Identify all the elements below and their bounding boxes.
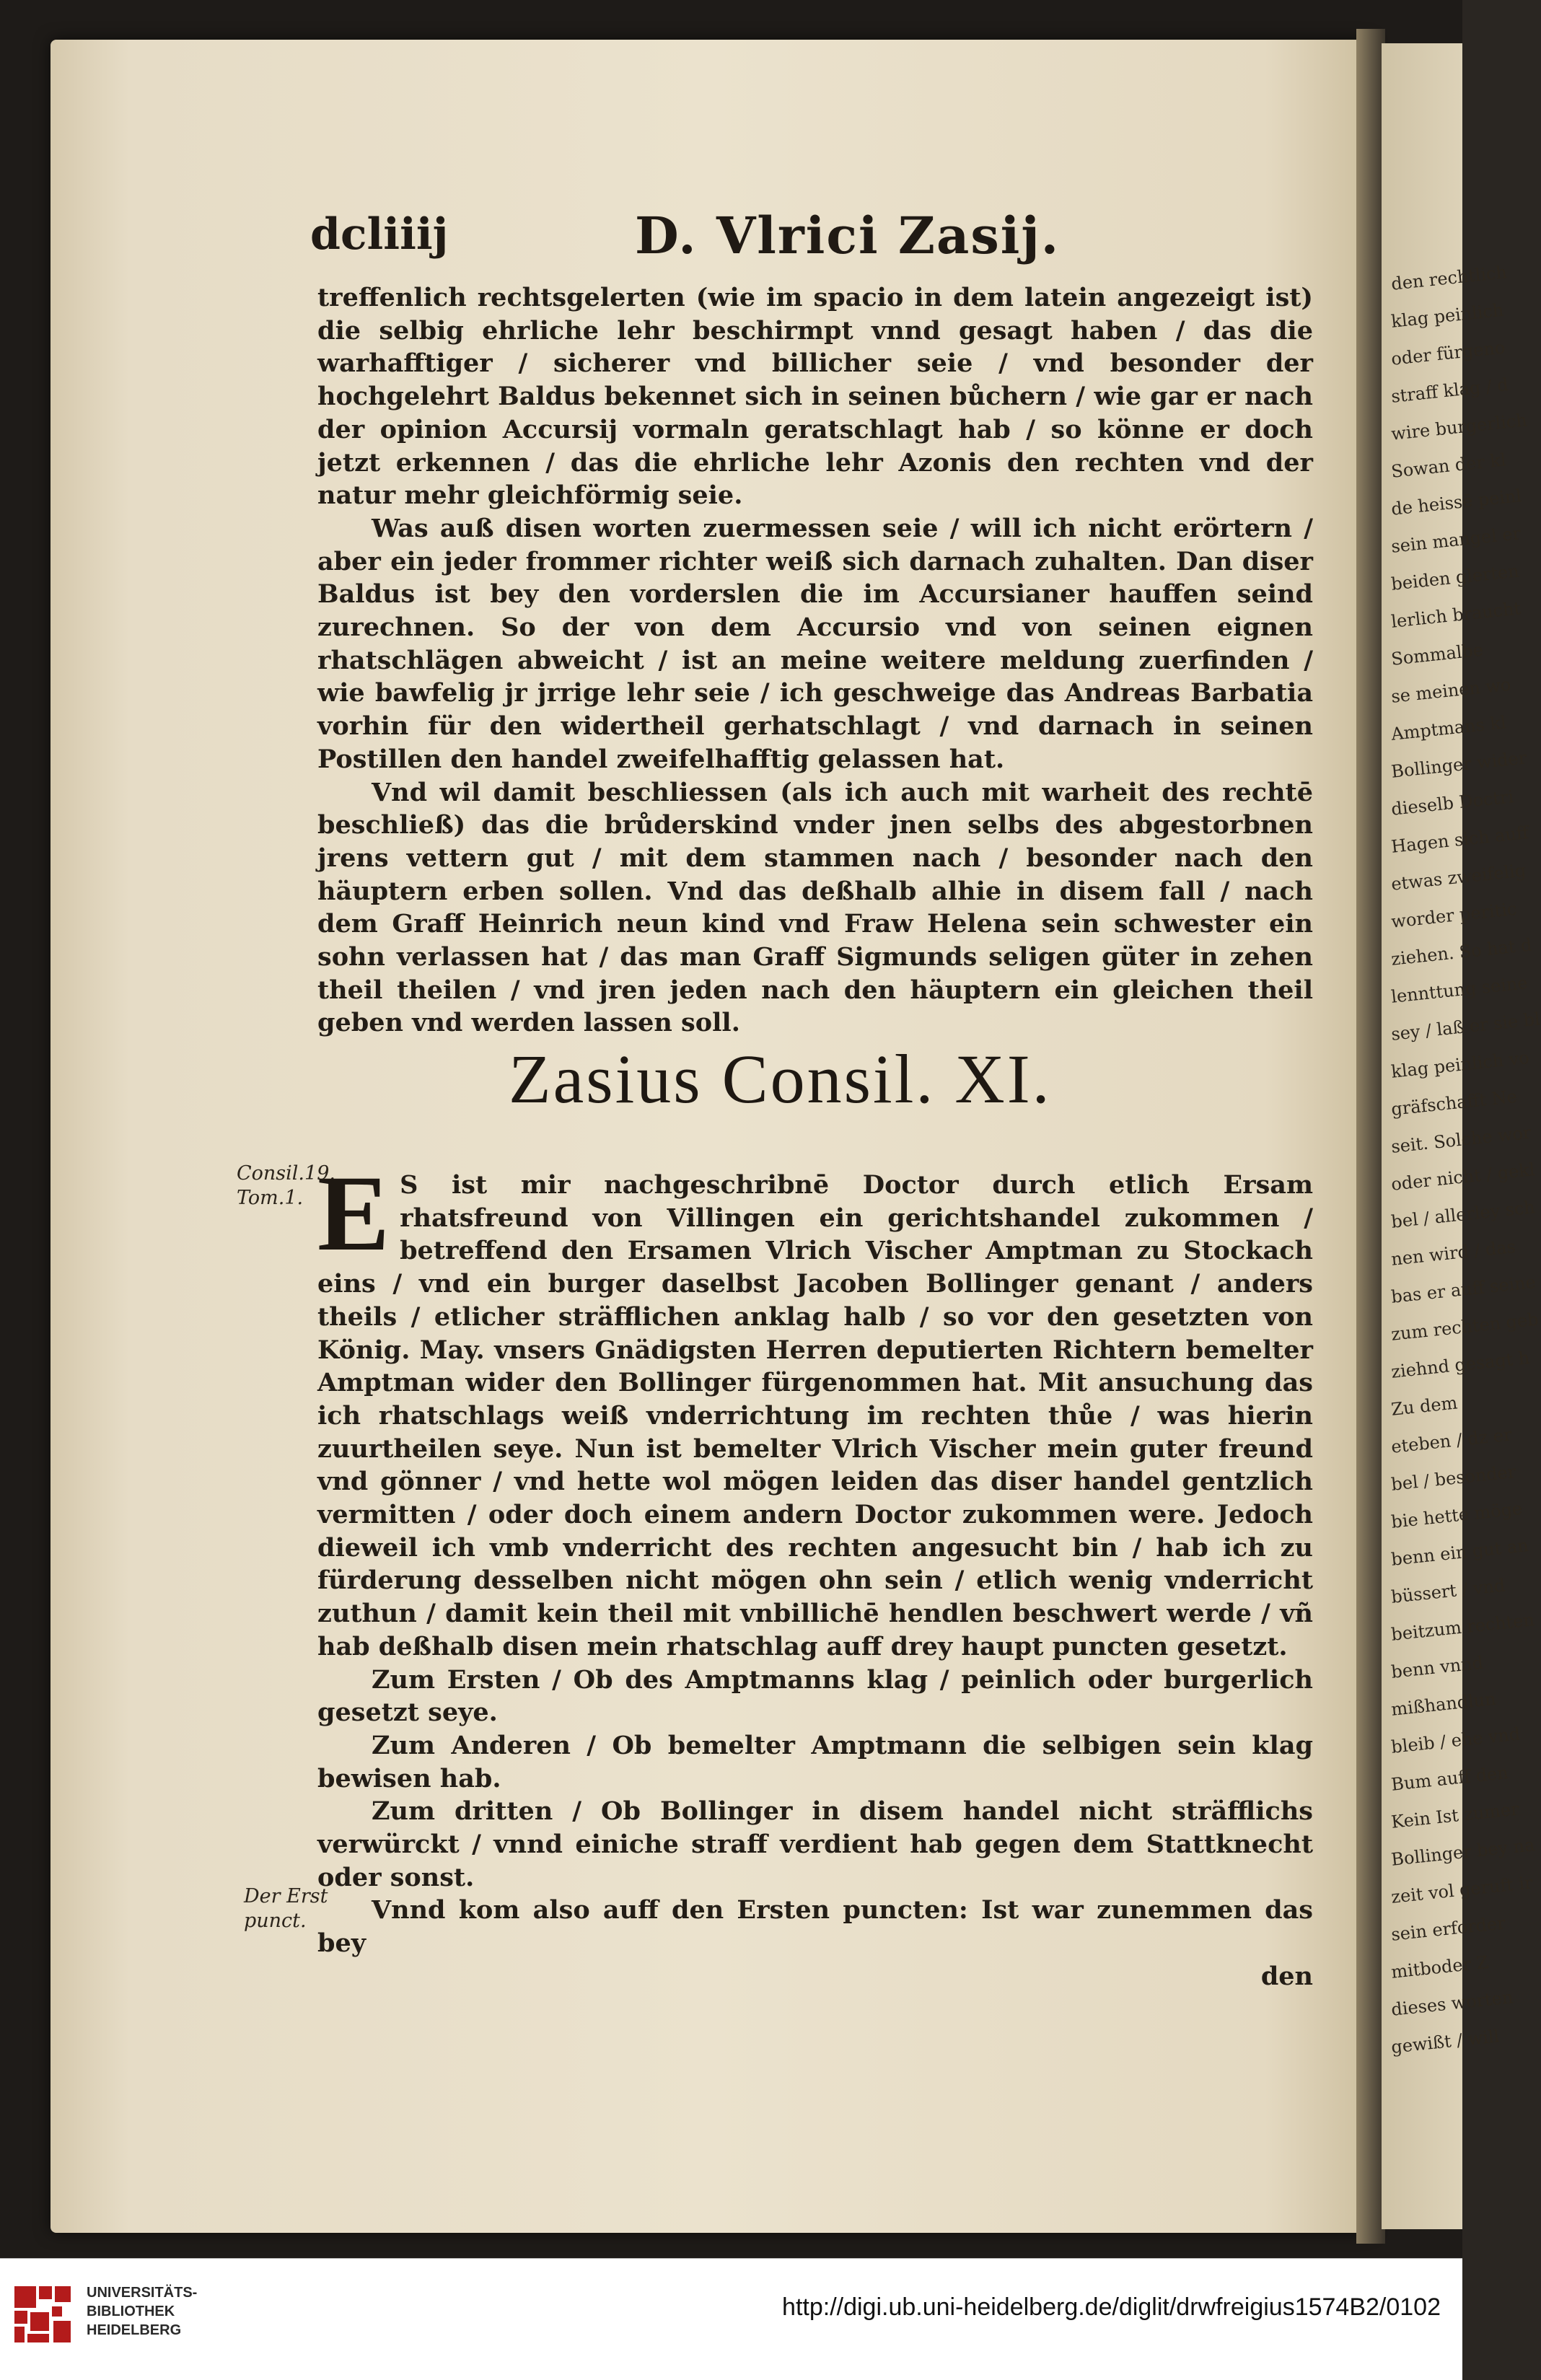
next-page-fragment: klag peinlich vo: [1390, 1047, 1530, 1082]
next-page-fragment: bie hette möge: [1390, 1498, 1524, 1532]
next-page-fragment: Zu dem: [1390, 1392, 1459, 1420]
next-page-fragment: Bum auff den: [1390, 1762, 1509, 1795]
next-page-fragment: straff klag / d: [1390, 374, 1510, 407]
next-page-fragment: nen wird / das: [1390, 1236, 1517, 1270]
next-page-fragment: beitzum rechten: [1390, 1610, 1536, 1645]
margin-note-line: Tom.1.: [237, 1187, 304, 1209]
next-page-fragment: Bollinger wider: [1390, 747, 1528, 782]
next-page-fragment: oder nicht / gekl: [1390, 1159, 1536, 1195]
catchword: den: [1260, 1961, 1313, 1991]
next-page-fragment: beiden glerten: [1390, 561, 1520, 594]
opening-text: [317, 281, 1313, 1040]
next-page-fragment: benn vnnd: [1390, 1652, 1485, 1682]
next-page-fragment: klag peinlich: [1390, 299, 1505, 332]
next-page-fragment: se meinen wo: [1390, 674, 1512, 707]
next-page-fragment: bas er auff seine: [1390, 1271, 1537, 1307]
next-page-fragment: bel / allerley sch: [1390, 1197, 1537, 1232]
margin-note-der-erst: [244, 1884, 328, 1933]
next-page-edge: [1382, 43, 1541, 2229]
last-line: Vnnd kom also auff den Ersten puncten: Ist war zunemmen das bey: [317, 1895, 1313, 1959]
paragraph: Was auß disen worten zuermessen seie / will ich nicht erörtern / aber ein jeder frommer richter weiß sich darnach zuhalten. Dan diser Baldus ist bey den vorderslen die im Accursianer hauffen seind zurechnen. So der von dem Accursio vnd von seinen eignen rhatschlägen abweicht / ist an meine weitere meldung zuerfinden / wie bawfelig jr jrrige lehr seie / ich geschweige das Andreas Barbatia vorhin für den widertheil gerhatschlagt / vnd darnach in seinen Postillen den handel zweifelhafftig gelassen hat.: [317, 513, 1313, 774]
next-page-fragment: ziehnd gesagt h: [1390, 1347, 1531, 1382]
book-gutter: [1356, 29, 1385, 2244]
consil-paragraph: [317, 1154, 1313, 1664]
next-page-fragment: mißhandlun: [1390, 1688, 1497, 1720]
next-page-fragment: Bollinger bey na: [1390, 1835, 1536, 1870]
library-name-line: HEIDELBERG: [87, 2322, 182, 2338]
next-page-fragment: gewißt / will: [1390, 2026, 1501, 2058]
consil-text: [317, 1154, 1313, 1993]
paragraph: treffenlich rechtsgelerten (wie im spacio in dem latein angezeigt ist) die selbig ehrliche lehr beschirmpt vnnd gesagt haben / das die warhafftiger / sicherer vnd billicher seie / vnd besonder der hochgelehrt Baldus bekennet sich in seinen bůchern / wie gar er nach der opinion Accursij vormaln geratschlagt hab / so könne er doch jetzt erkennen / das die ehrliche lehr Azonis den rechten vnd der natur mehr gleichförmig seie.: [317, 283, 1313, 511]
next-page-fragment: worder peritic: [1390, 898, 1518, 932]
point-item: Zum Ersten / Ob des Amptmanns klag / peinlich oder burgerlich gesetzt seye.: [317, 1664, 1313, 1728]
next-page-fragment: bel / besonder: [1390, 1461, 1517, 1495]
permalink-url[interactable]: http://digi.ub.uni-heidelberg.de/diglit/drwfreigius1574B2/0102: [782, 2293, 1441, 2321]
point-item: Zum dritten / Ob Bollinger in disem handel nicht sträfflichs verwürckt / vnnd einiche straff verdient hab gegen dem Stattknecht oder sonst.: [317, 1796, 1313, 1892]
next-page-fragment: den rechtlich: [1390, 262, 1509, 294]
next-page-fragment: gräfschafft Ne: [1390, 1086, 1519, 1120]
page-header: [0, 206, 1462, 289]
consil-body: S ist mir nachgeschribnē Doctor durch etlich Ersam rhatsfreund von Villingen ein gerichtshandel zukommen / betreffend den Ersamen Vlrich Vischer Amptman zu Stockach eins / vnd ein burger daselbst Jacoben Bollinger genant / anders theils / etlicher sträfflichen anklag halb / so vor den gesetzten von König. May. vnsers Gnädigsten Herren deputierten Richtern bemelter Amptman wider den Bollinger fürgenommen hat. Mit ansuchung das ich rhatschlags weiß vnderrichtung im rechten thůe / was hierin zuurtheilen seye. Nun ist bemelter Vlrich Vischer mein guter freund vnd gönner / vnd hette wol mögen leiden das diser handel gentzlich vermitten / oder doch einem andern Doctor zukommen were. Jedoch dieweil ich vmb vnderricht des rechten angesucht bin / hab ich zu fürderung desselben nicht mögen ohn sein / etlich wenig vnderricht zuthun / damit kein theil mit vnbillichē hendlen beschwert werde / vñ hab deßhalb disen mein rhatschlag auff drey haupt puncten gesetzt.: [317, 1170, 1313, 1661]
next-page-fragment: bleib / ehe vnd: [1390, 1723, 1522, 1757]
next-page-fragment: zeit vol geruft ir: [1390, 1872, 1534, 1907]
next-page-fragment: benn ein gut an: [1390, 1535, 1529, 1570]
point-item: Zum Anderen / Ob bemelter Amptmann die selbigen sein klag bewisen hab.: [317, 1730, 1313, 1793]
next-page-fragment: wire burgerlich: [1390, 410, 1529, 444]
next-page-fragment: zum rechten geb: [1390, 1309, 1540, 1345]
next-page-fragment: Amptmans kl: [1390, 712, 1507, 745]
next-page-fragment: eteben / dz er: [1390, 1424, 1513, 1457]
margin-note-line: punct.: [244, 1910, 307, 1932]
next-page-fragment: Sommalbe: [1390, 639, 1485, 669]
next-page-fragment: Kein Ist zumer: [1390, 1799, 1520, 1832]
next-page-fragment: mitboder Z: [1390, 1951, 1490, 1982]
next-page-fragment: ziehen. So hat d: [1390, 934, 1533, 970]
margin-note-line: Der Erst: [244, 1885, 328, 1907]
next-page-fragment: sein erforder: [1390, 1913, 1506, 1945]
next-page-fragment: etwas zweifelig: [1390, 860, 1527, 895]
university-library-logo-icon: [12, 2283, 74, 2345]
next-page-fragment: Sowan der kl: [1390, 449, 1507, 482]
margin-note-line: Consil.19.: [237, 1162, 335, 1185]
next-page-fragment: Hagen sich auff: [1390, 822, 1530, 857]
next-page-fragment: büssert / vnd: [1390, 1575, 1506, 1607]
next-page-fragment: sein mangel er: [1390, 523, 1522, 557]
next-page-fragment: seit. Solche wor: [1390, 1122, 1532, 1157]
next-page-fragment: de heissē peinl: [1390, 486, 1523, 519]
next-page-fragment: lennttung seine: [1390, 972, 1529, 1007]
paragraph: Vnd wil damit beschliessen (als ich auch mit warheit des rechtē beschließ) das die brůderskind vnder jnen selbs des abgestorbnen jrens vettern gut / mit dem stammen nach / besonder nach den häuptern erben sollen. Vnd das deßhalb alhie in disem fall / nach dem Graff Heinrich neun kind vnd Fraw Helena sein schwester ein sohn verlassen hat / das man Graff Sigmunds seligen güter in zehen theil theilen / vnd jren jeden nach den häuptern ein gleichen theil geben vnd werden lassen soll.: [317, 777, 1313, 1038]
footer-bar: [0, 2258, 1462, 2380]
library-name: [87, 2283, 197, 2340]
next-page-fragment: dieses worten: [1390, 1987, 1514, 2020]
library-name-line: UNIVERSITÄTS-: [87, 2285, 198, 2301]
next-page-fragment: lerlich braucht: [1390, 598, 1522, 632]
next-page-fragment: oder fürgeno: [1390, 337, 1506, 369]
running-head: D. Vlrici Zasij.: [635, 206, 1061, 265]
next-page-fragment: dieselb Doctri: [1390, 786, 1515, 820]
initial-letter: E: [317, 1154, 390, 1273]
section-title: Zasius Consil. XI.: [509, 1040, 1052, 1117]
folio-number: dcliiij: [310, 209, 449, 260]
library-name-line: BIBLIOTHEK: [87, 2304, 175, 2319]
next-page-fragment: sey / laß er sie bl: [1390, 1009, 1541, 1045]
